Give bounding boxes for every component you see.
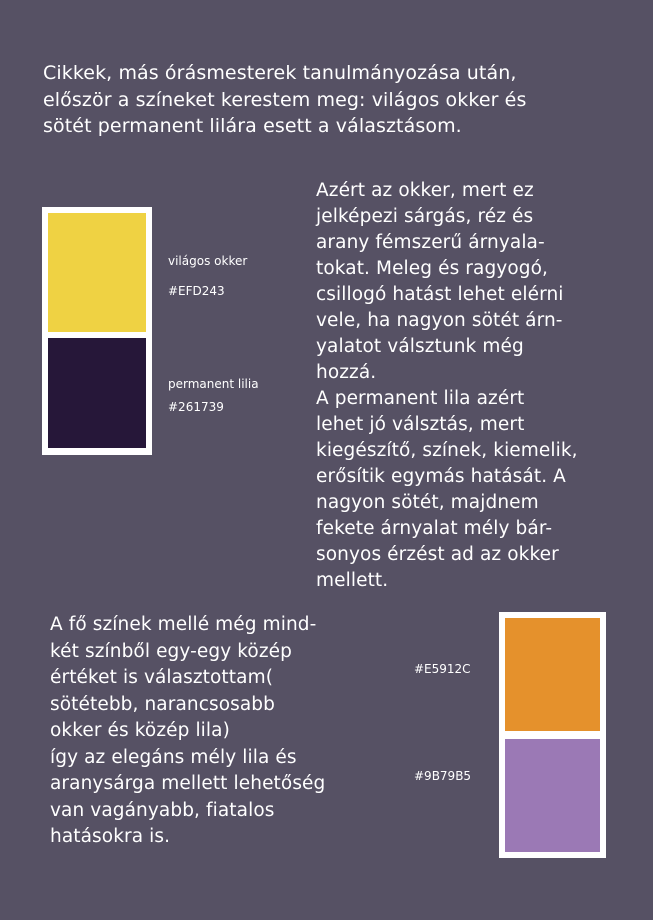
main-swatch-frame: [42, 207, 152, 455]
swatch-light-ochre: [48, 213, 146, 332]
swatch-orange-ochre: [505, 618, 600, 731]
intro-paragraph: Cikkek, más órásmesterek tanulmányozása után, először a színeket kerestem meg: világos okker és sötét permanent lilára esett a választásom.: [43, 62, 527, 137]
secondary-paragraph: A fő színek mellé még mind- két színből egy-egy közép értéket is választottam( sötétebb, narancsosabb okker és közép lila) így az elegáns mély lila és aranysárga mellett lehetőség van vagányabb, fiatalos hatásokra is.: [50, 614, 326, 847]
main-color-name-0: világos okker: [168, 254, 248, 268]
secondary-color-hex-1: #9B79B5: [414, 769, 472, 783]
main-color-name-1: permanent lilia: [168, 377, 259, 391]
main-color-hex-0: #EFD243: [168, 284, 225, 298]
secondary-color-hex-0: #E5912C: [414, 662, 471, 676]
secondary-swatch-frame: [499, 612, 606, 858]
explanation-paragraph: Azért az okker, mert ez jelképezi sárgás, réz és arany fémszerű árnyala- tokat. Meleg és ragyogó, csillogó hatást lehet elérni vele, ha nagyon sötét árn- yalatot válsztunk még hozzá. A permanent lila azért lehet jó válsztás, mert kiegészítő, színek, kiemelik, erősítik egymás hatását. A nagyon sötét, majdnem fekete árnyalat mély bár- sonyos érzést ad az okker mellett.: [316, 180, 578, 591]
swatch-mid-purple: [505, 739, 600, 852]
main-color-hex-1: #261739: [168, 400, 224, 414]
swatch-permanent-purple: [48, 338, 146, 448]
